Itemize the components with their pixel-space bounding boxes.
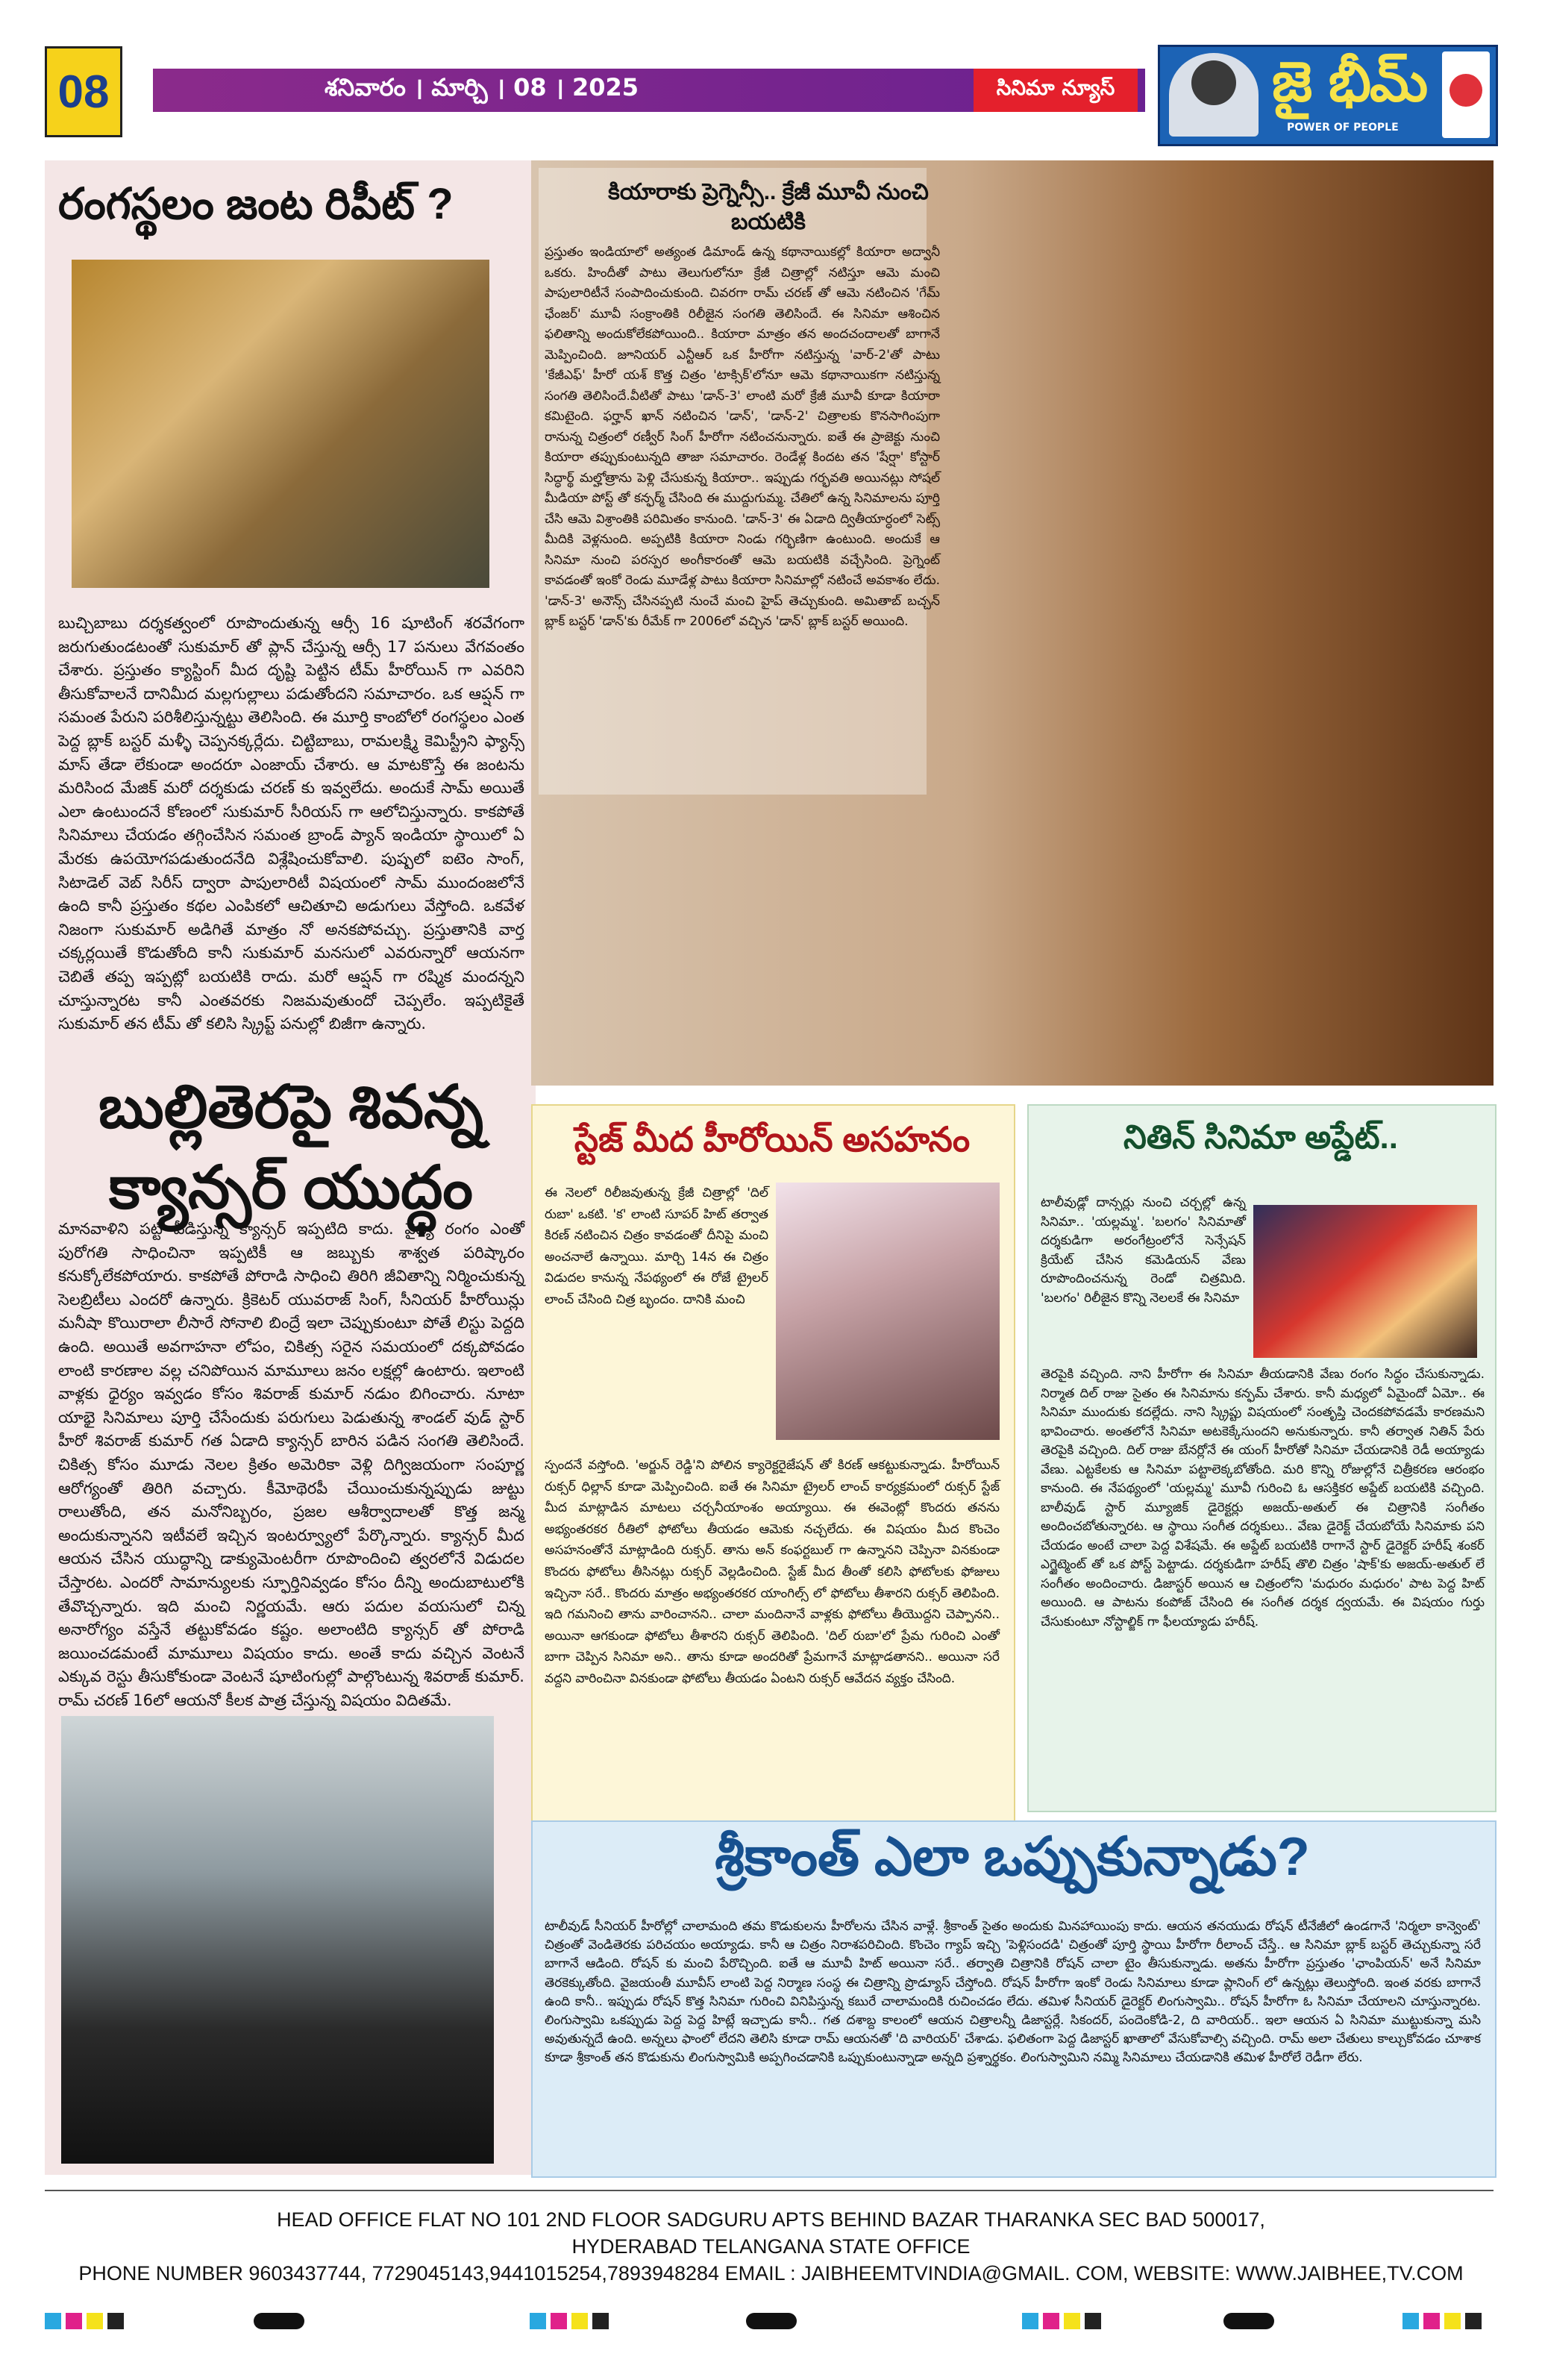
photo-shivarajkumar xyxy=(61,1716,494,2164)
footer-divider xyxy=(45,2190,1494,2191)
article-headline-nithin: నితిన్ సినిమా అప్డేట్.. xyxy=(1123,1119,1398,1156)
article-body-nithin: తెరపైకి వచ్చింది. నాని హీరోగా ఈ సినిమా తీయడానికి వేణు రంగం సిద్ధం చేసుకున్నాడు. నిర్మాత దిల్ రాజు సైతం ఈ సినిమాను కన్ఫమ్ చేశారు. కానీ మధ్యలో ఏమైందో ఏమో.. ఈ సినిమా ముందుకు కదల్లేదు. నాని స్క్రిప్టు విషయంలో సంతృప్తి చెందకపోవడమే కారణమని భావించారు. అంతలోనే సినిమా అటకెక్కేసుందని అనుకున్నారు. కానీ తర్వాత నితిన్ పేరు తెరపైకి వచ్చింది. దిల్ రాజు బేనర్లోనే ఈ యంగ్ హీరోతో సినిమా చేయడానికి రెడీ అయ్యాడు వేణు. ఎట్టకేలకు ఆ సినిమా పట్టాలెక్కబోతోంది. మరి కొన్ని రోజుల్లోనే చిత్రీకరణ ఆరంభం కానుంది. ఈ నేపథ్యంలో 'యల్లమ్మ' మూవీ గురించి ఓ ఆసక్తికర అప్డేట్ బయటికి వచ్చింది. బాలీవుడ్ స్టార్ మ్యూజిక్ డైరెక్టర్లు అజయ్-అతుల్ ఈ చిత్రానికి సంగీతం అందించబోతున్నారట. ఆ స్థాయి సంగీత దర్శకులు.. వేణు డైరెక్ట్ చేయబోయే సినిమాకు పని చేయడం అంటే చాలా పెద్ద విశేషమే. ఈ అప్డేట్ బయటికి రాగానే స్టార్ డైరెక్టర్ హరీష్ శంకర్ ఎగ్జైట్మెంట్ తో ఒక పోస్ట్ పెట్టాడు. దర్శకుడిగా హరీష్ తొలి చిత్రం 'షాక్'కు అజయ్-అతుల్ లే సంగీతం అందించారు. డిజాస్టర్ అయిన ఆ చిత్రంలోని 'మధురం మధురం' పాట పెద్ద హిట్ అయింది. ఆ పాటను కంపోజ్ చేసింది ఈ సంగీత దర్శక ద్వయమే. ఈ విషయం గుర్తు చేసుకుంటూ నోస్టాల్జిక్ గా ఫీలయ్యాడు హరీష్. xyxy=(1041,1367,1485,1629)
photo-venu xyxy=(1253,1205,1477,1358)
portrait-icon xyxy=(1169,53,1259,137)
channel-badge xyxy=(1442,51,1490,138)
article-body-shivanna: మానవాళిని పట్టి పీడిస్తున్న క్యాన్సర్ ఇప్పటిది కాదు. వైద్య రంగం ఎంతో పురోగతి సాధించినా ఇప్పటికీ ఆ జబ్బుకు శాశ్వత పరిష్కారం కనుక్కోలేకపోయారు. కాకపోతే పోరాడి సాధించి తిరిగి జీవితాన్ని నిర్మించుకున్న సెలబ్రిటీలు ఎందరో ఉన్నారు. క్రికెటర్ యువరాజ్ సింగ్, సీనియర్ హీరోయిన్లు మనీషా కొయిరాలా లీసారే సోనాలి బింద్రే ఇలా చెప్పుకుంటూ పోతే లిస్టు పెద్దది ఉంది. అయితే అవగాహనా లోపం, చికిత్స సరైన సమయంలో దక్కపోవడం లాంటి కారణాల వల్ల చనిపోయిన మామూలు జనం లక్షల్లో ఉంటారు. ఇలాంటి వాళ్లకు ధైర్యం ఇవ్వడం కోసం శివరాజ్ కుమార్ నడుం బిగించారు. నూటా యాభై సినిమాలు పూర్తి చేసేందుకు పరుగులు పెడుతున్న శాండల్ వుడ్ స్టార్ హీరో శివరాజ్ కుమార్ గత ఏడాది క్యాన్సర్ బారిన పడిన సంగతి తెలిసిందే. చికిత్స కోసం మూడు నెలల క్రితం అమెరికా వెళ్లి దిగ్విజయంగా సంపూర్ణ ఆరోగ్యంతో తిరిగి వచ్చారు. కీమోథెరపీ చేయించుకున్నప్పుడు జుట్టు రాలుతోంది, తన మనోనిబ్బరం, ప్రజల ఆశీర్వాదాలతో కొత్త జన్మ అందుకున్నానని ఇటీవలే ఇచ్చిన ఇంటర్వ్యూలో పేర్కొన్నారు. క్యాన్సర్ మీద ఆయన చేసిన యుద్ధాన్ని డాక్యుమెంటరీగా రూపొందించి త్వరలోనే విడుదల చేస్తారట. ఎందరో సామాన్యులకు స్ఫూర్తినివ్వడం కోసం దీన్ని అందుబాటులోకి తేవొచ్చన్నారు. ఇది మంచి నిర్ణయమే. ఆరు పదుల వయసులో చిన్న అనారోగ్యం వస్తేనే తట్టుకోవడం కష్టం. అలాంటిది క్యాన్సర్ తో పోరాడి జయించడమంటే మామూలు విషయం కాదు. అంతే కాదు వచ్చిన వెంటనే ఎక్కువ రెస్టు తీసుకోకుండా వెంటనే షూటింగుల్లో పాల్గొంటున్న శివరాజ్ కుమార్. రామ్ చరణ్ 16లో ఆయనో కీలక పాత్ర చేస్తున్న విషయం విదితమే. xyxy=(58,1220,524,1709)
article-headline-stage: స్టేజ్ మీద హీరోయిన్ అసహనం xyxy=(574,1120,971,1159)
article-intro-nithin: టాలీవుడ్లో దాన్సర్లు నుంచి చర్చల్లో ఉన్న సినిమా.. 'యల్లమ్మ'. 'బలగం' సినిమాతో దర్శకుడిగా అరంగేట్రంలోనే సెన్సేషన్ క్రియేట్ చేసిన కమెడియన్ వేణు రూపొందించనున్న రెండో చిత్రమిది. 'బలగం' రిలీజైన కొన్ని నెలలకే ఈ సినిమా xyxy=(1041,1195,1246,1306)
brand-name: జై భీమ్ xyxy=(1272,50,1427,114)
photo-heroine-stage xyxy=(776,1183,1000,1440)
footer-address: HEAD OFFICE FLAT NO 101 2ND FLOOR SADGURU APTS BEHIND BAZAR THARANKA SEC BAD 500017, xyxy=(277,2208,1265,2231)
registration-marks xyxy=(530,2313,613,2329)
brand-logo xyxy=(1158,45,1498,146)
footer-contact: PHONE NUMBER 9603437744, 7729045143,9441015254,7893948284 EMAIL : JAIBHEEMTVINDIA@GMAIL. COM, WEBSITE: WWW.JAIBHEE,TV.COM xyxy=(78,2262,1464,2285)
footer-state-office: HYDERABAD TELANGANA STATE OFFICE xyxy=(571,2235,971,2258)
article-headline-shivanna: బుల్లితెరపై శివన్న క్యాన్సర్ యుద్ధం xyxy=(98,1074,483,1221)
brand-tagline: POWER OF PEOPLE xyxy=(1287,122,1399,134)
photo-ramcharan-samantha xyxy=(72,260,489,588)
article-headline-rangasthalam: రంగస్థలం జంట రిపీట్ ? xyxy=(58,180,454,228)
registration-pill xyxy=(1223,2313,1274,2329)
registration-marks xyxy=(45,2313,128,2329)
issue-date: శనివారం । మార్చి । 08 । 2025 xyxy=(325,73,639,101)
article-body-srikanth: టాలీవుడ్ సీనియర్ హీరోల్లో చాలామంది తమ కొడుకులను హీరోలను చేసిన వాళ్లే. శ్రీకాంత్ సైతం అందుకు మినహాయింపు కాదు. ఆయన తనయుడు రోషన్ టీనేజీలో ఉండగానే 'నిర్మలా కాన్వెంట్' చిత్రంతో వెండితెరకు పరిచయం అయ్యాడు. కానీ ఆ చిత్రం నిరాశపరిచింది. కొంచెం గ్యాప్ ఇచ్చి 'పెళ్లిసందడి' చిత్రంతో పూర్తి స్థాయి హీరోగా రీలాంచ్ చేస్తే.. ఆ సినిమా బ్లాక్ బస్టర్ తెచ్చుకున్నా సరే బాగానే ఆడింది. రోషన్ కు మంచి పేరొచ్చింది. ఐతే ఆ మూవీ హిట్ అయినా సరే.. తర్వాతి చిత్రానికి రోషన్ చాలా టైం తీసుకున్నాడు. అతను హీరోగా ప్రస్తుతం 'ఛాంపియన్' అనే సినిమా తెరకెక్కుతోంది. వైజయంతీ మూవీస్ లాంటి పెద్ద నిర్మాణ సంస్థ ఈ చిత్రాన్ని ప్రొడ్యూస్ చేస్తోంది. రోషన్ హీరోగా ఇంకో రెండు సినిమాలు కూడా ప్లానింగ్ లో ఉన్నట్లు తెలుస్తోంది. ఇంత వరకు బాగానే ఉంది కానీ.. ఇప్పుడు రోషన్ కొత్త సినిమా గురించి వినిపిస్తున్న కబురే చాలామందికి రుచించడం లేదు. తమిళ సీనియర్ డైరెక్టర్ లింగుస్వామి.. రోషన్ హీరోగా ఓ సినిమా చేయాలని చూస్తున్నారట. లింగుస్వామి ఒకప్పుడు పెద్ద పెద్ద హిట్లే ఇచ్చాడు కానీ.. గత దశాబ్ద కాలంలో ఆయన చిత్రాలన్నీ డిజాస్టర్లే. సికందర్, పందెంకోడి-2, ది వారియర్.. ఇలా ఆయన ఏ సినిమా ముట్టుకున్నా మసి అవుతున్నదే ఉంది. అన్నలు ఫాంలో లేదని తెలిసి కూడా రామ్ ఆయనతో 'ది వారియర్' చేశాడు. ఫలితంగా పెద్ద డిజాస్టర్ ఖాతాలో వేసుకోవాల్సి వచ్చింది. రామ్ అలా చేతులు కాల్చుకోవడం చూశాక కూడా శ్రీకాంత్ తన కొడుకును లింగుస్వామికి అప్పగించడానికి ఒప్పుకుంటున్నాడా అన్నది ప్రశ్నార్థకం. లింగుస్వామిని నమ్మి సినిమాలు చేయడానికి తమిళ హీరోలే రెడీగా లేరు. xyxy=(545,1919,1481,2066)
article-body-stage: స్పందనే వస్తోంది. 'అర్జున్ రెడ్డి'ని పోలిన క్యారెక్టరైజేషన్ తో కిరణ్ ఆకట్టుకున్నాడు. హీరోయిన్ రుక్సర్ ధిల్లాన్ కూడా మెప్పించింది. ఐతే ఈ సినిమా ట్రైలర్ లాంచ్ కార్యక్రమంలో రుక్సర్ స్టేజ్ మీద మాట్లాడిన మాటలు చర్చనీయాంశం అయ్యాయి. ఈ ఈవెంట్లో కొందరు తనను అభ్యంతరకర రీతిలో ఫోటోలు తీయడం ఆమెకు నచ్చలేదు. ఈ విషయం మీద కొంచెం అసహనంతోనే మాట్లాడింది రుక్సర్. తాను అన్ కంఫర్టబుల్ గా ఉన్నానని చెప్పినా వినకుండా కొందరు ఫోటోలు తీసినట్లు రుక్సర్ వెల్లడించింది. స్టేజ్ మీద తీంతో కలిసి ఫోటోలకు ఫోజులు ఇచ్చినా సరే.. కొందరు మాత్రం అభ్యంతరకర యాంగిల్స్ లో ఫోటోలు తీశారని రుక్సర్ తెలిపింది. ఇది గమనించి తాను వారించానని.. చాలా మందినానే వాళ్లకు ఫోటోలు తీయొద్దని చెప్పానని.. అయినా ఆగకుండా ఫోటోలు తీశారని రుక్సర్ తెలిపింది. 'దిల్ రుబా'లో ప్రేమ గురించి ఎంతో బాగా చెప్పిన సినిమా అని.. తాను కూడా అందరితో ప్రేమగానే మాట్లాడతానని.. అయినా సరే వద్దని వారించినా వినకుండా ఫోటోలు తీయడం ఏంటని రుక్సర్ ఆవేదన వ్యక్తం చేసింది. xyxy=(545,1458,1000,1686)
article-headline-kiara: కియారాకు ప్రెగ్నెన్సీ.. క్రేజీ మూవీ నుంచి బయటికి xyxy=(608,180,929,234)
article-intro-stage: ఈ నెలలో రిలీజవుతున్న క్రేజీ చిత్రాల్లో 'దిల్ రుబా' ఒకటి. 'క' లాంటి సూపర్ హిట్ తర్వాత కిరణ్ నటించిన చిత్రం కావడంతో దీనిపై మంచి అంచనాలే ఉన్నాయి. మార్చి 14న ఈ చిత్రం విడుదల కానున్న నేపథ్యంలో ఈ రోజే ట్రైలర్ లాంచ్ చేసింది చిత్ర బృందం. దానికి మంచి xyxy=(545,1186,768,1307)
registration-pill xyxy=(254,2313,304,2329)
masthead-bar xyxy=(153,69,1145,112)
article-headline-srikanth: శ్రీకాంత్ ఎలా ఒప్పుకున్నాడు? xyxy=(715,1827,1310,1887)
channel-logo-icon xyxy=(1449,74,1482,107)
article-body-kiara: ప్రస్తుతం ఇండియాలో అత్యంత డిమాండ్ ఉన్న కథానాయికల్లో కియారా అద్వానీ ఒకరు. హిందీతో పాటు తెలుగులోనూ క్రేజీ చిత్రాల్లో నటిస్తూ ఆమె మంచి పాపులారిటీనే సంపాదించుకుంది. చివరగా రామ్ చరణ్ తో ఆమె నటించిన 'గేమ్ ఛేంజర్' మూవీ సంక్రాంతికి రిలీజైన సంగతి తెలిసిందే. ఈ సినిమా ఆశించిన ఫలితాన్ని అందుకోలేకపోయింది.. కియారా మాత్రం తన అందచందాలతో బాగానే మెప్పించింది. జూనియర్ ఎన్టీఆర్ ఒక హీరోగా నటిస్తున్న 'వార్-2'తో పాటు 'కేజీఎఫ్' హీరో యశ్ కొత్త చిత్రం 'టాక్సిక్'లోనూ ఆమె కథానాయికగా నటిస్తున్న సంగతి తెలిసిందే.వీటితో పాటు 'డాన్-3' లాంటి మరో క్రేజీ మూవీ కూడా కియారా కమిటైంది. ఫర్హాన్ ఖాన్ నటించిన 'డాన్', 'డాన్-2' చిత్రాలకు కొనసాగింపుగా రానున్న చిత్రంలో రణ్వీర్ సింగ్ హీరోగా నటించనున్నారు. ఐతే ఈ ప్రాజెక్టు నుంచి కియారా తప్పుకుంటున్నది తాజా సమాచారం. రెండేళ్ల కిందట తన 'షేర్షా' కోస్టార్ సిద్ధార్థ్ మల్హోత్రాను పెళ్లి చేసుకున్న కియారా.. ఇప్పుడు గర్భవతి అయినట్లు సోషల్ మీడియా పోస్ట్ తో కన్ఫర్మ్ చేసింది ఈ ముద్దుగుమ్మ. చేతిలో ఉన్న సినిమాలను పూర్తి చేసి ఆమె విశ్రాంతికి పరిమితం కానుంది. 'డాన్-3' ఈ ఏడాది ద్వితీయార్ధంలో సెట్స్ మీదికి వెళ్లనుంది. అప్పటికి కియారా నిండు గర్భిణిగా ఉంటుంది. అందుకే ఆ సినిమా నుంచి పరస్పర అంగీకారంతో ఆమె బయటికి వచ్చేసింది. ప్రెగ్నెంట్ కావడంతో ఇంకో రెండు మూడేళ్ల పాటు కియారా సినిమాల్లో నటించే అవకాశం లేదు. 'డాన్-3' అనౌన్స్ చేసినప్పటి నుంచే మంచి హైప్ తెచ్చుకుంది. అమితాబ్ బచ్చన్ బ్లాక్ బస్టర్ 'డాన్'కు రీమేక్ గా 2006లో వచ్చిన 'డాన్' బ్లాక్ బస్టర్ అయింది. xyxy=(545,245,940,629)
page-number: 08 xyxy=(45,46,122,137)
registration-marks xyxy=(1022,2313,1106,2329)
article-body-rangasthalam: బుచ్చిబాబు దర్శకత్వంలో రూపొందుతున్న ఆర్సీ 16 షూటింగ్ శరవేగంగా జరుగుతుండటంతో సుకుమార్ తో ప్లాన్ చేస్తున్న ఆర్సీ 17 పనులు వేగవంతం చేశారు. ప్రస్తుతం క్యాస్టింగ్ మీద దృష్టి పెట్టిన టీమ్ హీరోయిన్ గా ఎవరిని తీసుకోవాలనే దానిమీద మల్లగుల్లాలు పడుతోందని సమాచారం. ఒక ఆప్షన్ గా సమంత పేరుని పరిశీలిస్తున్నట్టు తెలిసింది. ఈ మూర్తి కాంబోలో రంగస్థలం ఎంత పెద్ద బ్లాక్ బస్టర్ మళ్ళీ చెప్పనక్కర్లేదు. చిట్టిబాబు, రామలక్ష్మి కెమిస్ట్రీని ఫ్యాన్స్ మాస్ తేడా లేకుండా అందరూ ఎంజాయ్ చేశారు. ఆ మాటకొస్తే ఈ జంటను మరిసింద మేజిక్ మరో దర్శకుడు చరణ్ కు ఇవ్వలేదు. అందుకే సామ్ అయితే ఎలా ఉంటుందనే కోణంలో సుకుమార్ సీరియస్ గా ఆలోచిస్తున్నారు. కాకపోతే సినిమాలు చేయడం తగ్గించేసిన సమంత బ్రాండ్ ప్యాన్ ఇండియా స్థాయిలో ఏ మేరకు ఉపయోగపడుతుందనేది విశ్లేషించుకోవాలి. పుష్పలో ఐటెం సాంగ్, సిటాడెల్ వెబ్ సిరీస్ ద్వారా పాపులారిటీ విషయంలో సామ్ ముందంజలోనే ఉంది కానీ ప్రస్తుతం కథల ఎంపికలో ఆచితూచి అడుగులు వేస్తోంది. ఒకవేళ నిజంగా సుకుమార్ అడిగితే మాత్రం నో అనకపోవచ్చు. ప్రస్తుతానికి వార్త చక్కర్లయితే కొడుతోంది కానీ సుకుమార్ మనసులో ఎవరున్నారో ఆయనగా చెబితే తప్ప ఇప్పట్లో బయటికి రాదు. మరో ఆప్షన్ గా రష్మిక మందన్నని చూస్తున్నారట కానీ ఎంతవరకు నిజమవుతుందో చెప్పలేం. ఇప్పటికైతే సుకుమార్ తన టీమ్ తో కలిసి స్క్రిప్ట్ పనుల్లో బిజీగా ఉన్నారు. xyxy=(58,614,524,1033)
section-label: సినిమా న్యూస్ xyxy=(974,69,1138,112)
registration-pill xyxy=(746,2313,797,2329)
registration-marks xyxy=(1402,2313,1486,2329)
